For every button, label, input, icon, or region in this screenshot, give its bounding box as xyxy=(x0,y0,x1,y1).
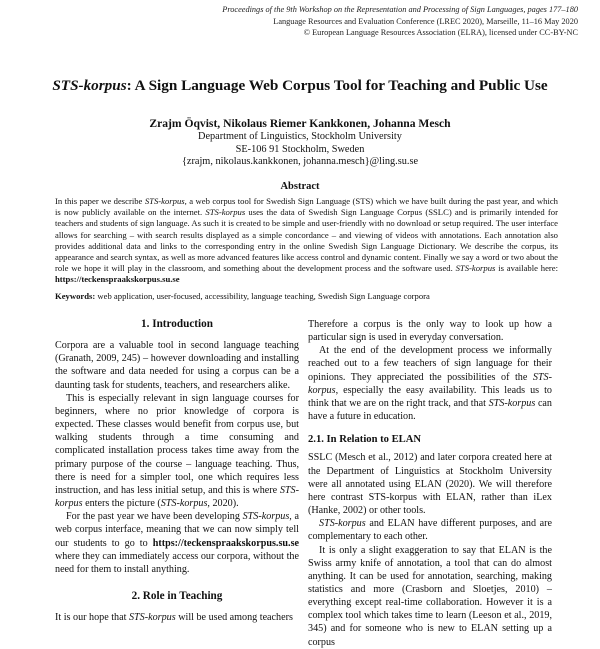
section-heading-introduction: 1. Introduction xyxy=(141,318,213,330)
authors: Zrajm Öqvist, Nikolaus Riemer Kankkonen, Johanna Mesch xyxy=(149,117,451,130)
keywords-label: Keywords: xyxy=(55,291,96,301)
subsection-heading-elan: 2.1. In Relation to ELAN xyxy=(308,434,422,446)
affiliation-email: {zrajm, nikolaus.kankkonen, johanna.mesch}@ling.su.se xyxy=(181,156,419,168)
affiliation xyxy=(0,131,600,169)
abstract-url-link[interactable]: https://teckenspraakskorpus.su.se xyxy=(55,274,180,285)
left-column xyxy=(55,318,299,624)
affiliation-address: SE-106 91 Stockholm, Sweden xyxy=(235,143,365,155)
paragraph: It is only a slight exaggeration to say that ELAN is the Swiss army knife of annotation, a tool that can do almost anything. It can be used for annotation, searching, making statistics and more (Crasborn and Sloetjes, 2010) – everything except real-time collaboration. However it is a complex tool which takes time to learn (Leeson et al., 2019, 345) and for someone who is new to ELAN setting up a corpus xyxy=(308,544,552,648)
right-column xyxy=(308,318,552,649)
corpus-url-link[interactable]: https://teckenspraakskorpus.su.se xyxy=(152,537,299,549)
keywords-text: web application, user-focused, accessibility, language teaching, Swedish Sign Language corpora xyxy=(95,291,430,301)
paragraph: At the end of the development process we informally reached out to a few teachers of sign language for their opinions. They appreciated the possibilities of the STS-korpus, especially the easy availability. This leads us to think that we are on the right track, and that STS-korpus can have a future in education. xyxy=(308,345,552,423)
paragraph: For the past year we have been developing STS-korpus, a web corpus interface, meaning that we can now simply tell our students to go to https://teckenspraakskorpus.su.se where they can immediately access our corpora, without the need for them to install anything. xyxy=(55,511,299,575)
paragraph: Corpora are a valuable tool in second language teaching (Granath, 2009, 245) – however downloading and installing the software and data needed for using a corpus can be a daunting task for students, teachers, and researchers alike. xyxy=(55,340,299,391)
proceedings-header xyxy=(222,4,578,39)
proceedings-line-1: Proceedings of the 9th Workshop on the Representation and Processing of Sign Languages, pages 177–180 xyxy=(222,5,578,14)
abstract-text: In this paper we describe STS-korpus, a web corpus tool for Swedish Sign Language (STS) which we have built during the past year, and which is now publicly available on the internet. STS-korpus uses the data of Swedish Sign Language Corpus (SSLC) and is primarily intended for teachers and students of sign language. As such it is created to be simple and user-friendly with no download or setup required. The user interface allows for searching – with search results displayed as a simple concordance – and viewing of videos with annotations. Each annotation also provides additional data and links to the corresponding entry in the online Swedish Sign Language Dictionary. We describe the corpus, its appearance and search syntax, as well as more advanced features like access control and dynamic content. Finally we say a word or two about the role we hope it will play in the classroom, and something about the development process and the software used. STS-korpus is available here: https://teckenspraakskorpus.su.se xyxy=(55,196,558,285)
paragraph: Therefore a corpus is the only way to look up how a particular sign is used in everyday conversation. xyxy=(308,319,552,344)
affiliation-dept: Department of Linguistics, Stockholm University xyxy=(198,131,402,142)
paragraph: STS-korpus and ELAN have different purposes, and are complementary to each other. xyxy=(308,518,552,543)
section-heading-role-in-teaching: 2. Role in Teaching xyxy=(131,589,223,602)
paragraph: It is our hope that STS-korpus will be used among teachers xyxy=(55,612,293,624)
proceedings-line-3: © European Language Resources Association (ELRA), licensed under CC-BY-NC xyxy=(303,28,578,37)
keywords xyxy=(55,291,558,302)
paper-title xyxy=(0,77,600,95)
paragraph: SSLC (Mesch et al., 2012) and later corpora created here at the Department of Linguistics at Stockholm University were all annotated using ELAN (2020). We will therefore here contrast STS-korpus with ELAN, rather than iLex (Hanke, 2002) or other tools. xyxy=(308,452,552,517)
paragraph: This is especially relevant in sign language courses for beginners, where no prior knowledge of corpora is expected. These classes would benefit from corpus use, but walking students through a time consuming and complicated installation process takes time away from the primary purpose of the course – language teaching. Thus, there is need for a simpler tool, one which requires less instruction, and has less initial setup, and this is where STS-korpus enters the picture (STS-korpus, 2020). xyxy=(55,392,299,510)
title-name: STS-korpus xyxy=(52,77,127,94)
title-rest: : A Sign Language Web Corpus Tool for Teaching and Public Use xyxy=(126,77,548,94)
abstract-heading: Abstract xyxy=(280,181,320,192)
proceedings-line-2: Language Resources and Evaluation Conference (LREC 2020), Marseille, 11–16 May 2020 xyxy=(273,16,578,26)
